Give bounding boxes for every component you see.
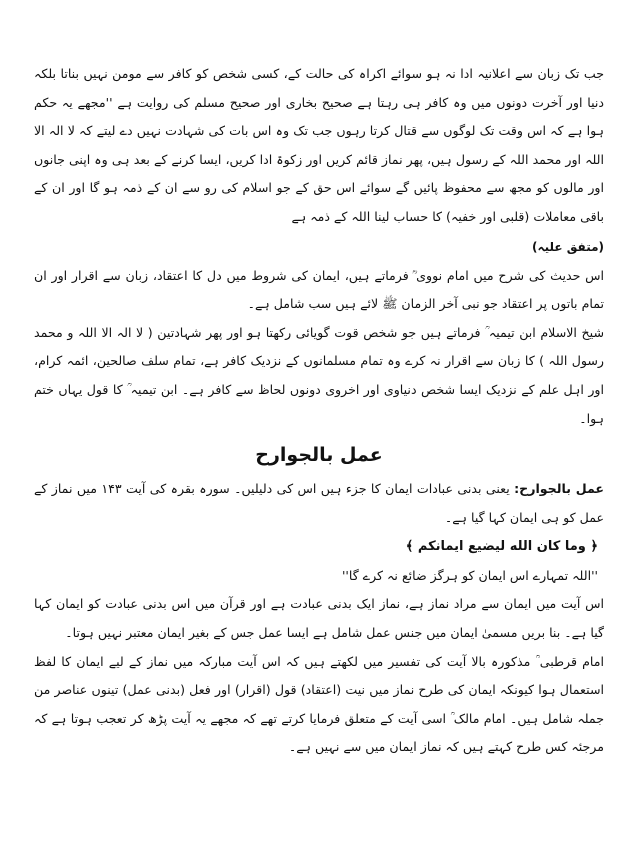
paragraph-verse-explanation: اس آیت میں ایمان سے مراد نماز ہے، نماز ایک بدنی عبادت ہے اور قرآن میں اس بدنی عبادت کو ایمان کہا گیا ہے۔ بنا بریں مسمیٰ ایمان میں جنس عمل شامل ہے ایسا عمل جس کے بغیر ایمان معتبر نہیں ہوتا۔ [34,596,604,640]
paragraph-hadith: جب تک زبان سے اعلانیہ ادا نہ ہو سوائے اکراہ کی حالت کے، کسی شخص کو کافر سے مومن نہیں بناتا بلکہ دنیا اور آخرت دونوں میں وہ کافر ہی رہتا ہے صحیح بخاری اور صحیح مسلم کی روایت ہے ''مجھے یہ حکم ہوا ہے کہ اس وقت تک لوگوں سے قتال کرتا رہوں جب تک وہ اس بات کی شہادت نہیں دے لیتے کہ لا الہ الا اللہ اور محمد اللہ کے رسول ہیں، پھر نماز قائم کریں اور زکوۃ ادا کریں، ایسا کرنے کے بعد ہی وہ اپنی جانوں اور مالوں کو مجھ سے محفوظ پائیں گے سوائے اس حق کے جو اسلام کی رو سے ان کے ذمہ ہو گا اور ان کے باقی معاملات (قلبی اور خفیہ) کا حساب لینا اللہ کے ذمہ ہے [34,66,604,224]
quran-verse: ﴿ وما كان الله ليضيع ايمانكم ﴾ [405,539,598,555]
section-heading: عمل بالجوارح [255,444,383,467]
amal-text: یعنی بدنی عبادات ایمان کا جزء ہیں اس کی دلیلیں۔ سورہ بقرہ کی آیت ۱۴۳ میں نماز کے عمل کو ہی ایمان کہا گیا ہے۔ [34,481,604,525]
muttafaq-alaih-label: (متفق علیہ) [532,239,604,254]
paragraph-ibn-taymiyyah: شیخ الاسلام ابن تیمیہ ؒ فرماتے ہیں جو شخص قوت گویائی رکھتا ہو اور پھر شہادتین ( لا الہ الا اللہ و محمد رسول اللہ ) کا زبان سے اقرار نہ کرے وہ تمام مسلمانوں کے نزدیک کافر ہے، تمام سلف صالحین، ائمہ کرام، اور اہل علم کے نزدیک ایسا شخص دنیاوی اور اخروی دونوں لحاظ سے کافر ہے۔ ابن تیمیہ ؒ کا قول یہاں ختم ہوا۔ [34,324,604,426]
verse-translation: ''اللہ تمہارے اس ایمان کو ہرگز ضائع نہ کرے گا'' [341,568,598,584]
paragraph-imam-qurtubi: امام قرطبی ؒ مذکورہ بالا آیت کی تفسیر میں لکھتے ہیں کہ اس آیت مبارکہ میں نماز کے لیے ایمان کا لفظ استعمال ہوا کیونکہ ایمان کی طرح نماز میں نیت (اعتقاد) قول (اقرار) اور فعل (بدنی عمل) تینوں عناصر من جملہ شامل ہیں۔ امام مالک ؒ اسی آیت کے متعلق فرمایا کرتے تھے کہ مجھے یہ آیت پڑھ کر تعجب ہوتا ہے کہ مرجئہ کس طرح کہتے ہیں کہ نماز ایمان میں سے نہیں ہے۔ [34,653,604,755]
paragraph-imam-nawawi: اس حدیث کی شرح میں امام نووی ؒ فرماتے ہیں، ایمان کی شروط میں دل کا اعتقاد، زبان سے اقرار اور ان تمام باتوں پر اعتقاد جو نبی آخر الزمان ﷺ لائے ہیں سب شامل ہے۔ [34,267,604,312]
paragraph-amal-bil-jawarih [34,475,604,532]
amal-term: عمل بالجوارح: [514,481,604,497]
